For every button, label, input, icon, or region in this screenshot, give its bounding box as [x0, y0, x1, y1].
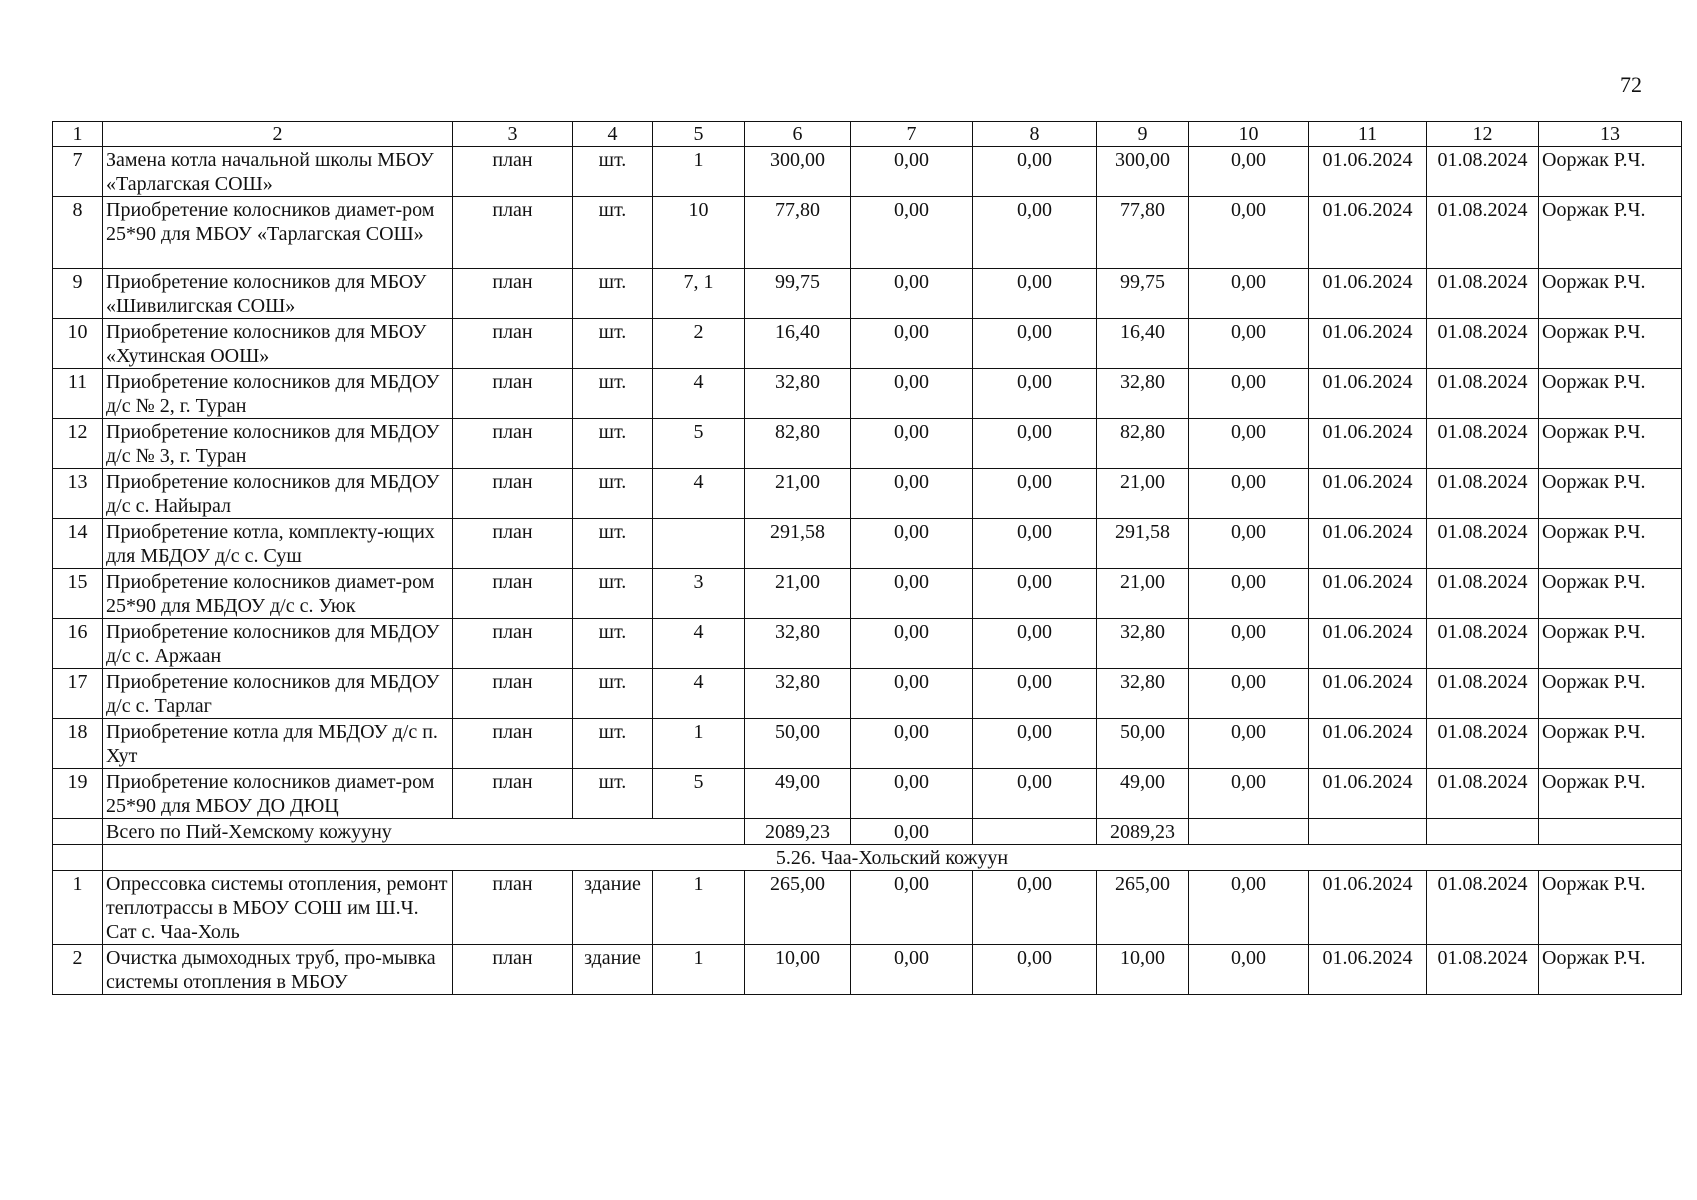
unit: здание — [573, 945, 653, 995]
plan-type: план — [453, 945, 573, 995]
unit: шт. — [573, 619, 653, 669]
col6-value: 16,40 — [745, 319, 851, 369]
row-number: 9 — [53, 269, 103, 319]
total-col9: 2089,23 — [1097, 819, 1189, 845]
col7-value: 0,00 — [851, 369, 973, 419]
col7-value: 0,00 — [851, 197, 973, 269]
start-date: 01.06.2024 — [1309, 669, 1427, 719]
table-row — [53, 719, 1682, 769]
header-cell: 2 — [103, 122, 453, 147]
plan-type: план — [453, 569, 573, 619]
item-name: Приобретение колосников для МБДОУ д/с № 3, г. Туран — [103, 419, 453, 469]
unit: шт. — [573, 319, 653, 369]
col7-value: 0,00 — [851, 945, 973, 995]
unit: шт. — [573, 469, 653, 519]
row-number: 10 — [53, 319, 103, 369]
responsible: Ооржак Р.Ч. — [1539, 319, 1682, 369]
plan-type: план — [453, 419, 573, 469]
section-row — [53, 845, 1682, 871]
col10-value: 0,00 — [1189, 369, 1309, 419]
total-col7: 0,00 — [851, 819, 973, 845]
header-cell: 1 — [53, 122, 103, 147]
empty-cell — [1189, 819, 1309, 845]
col8-value: 0,00 — [973, 197, 1097, 269]
col8-value: 0,00 — [973, 269, 1097, 319]
table-row — [53, 369, 1682, 419]
col9-value: 32,80 — [1097, 619, 1189, 669]
unit: шт. — [573, 369, 653, 419]
plan-type: план — [453, 319, 573, 369]
end-date: 01.08.2024 — [1427, 319, 1539, 369]
end-date: 01.08.2024 — [1427, 269, 1539, 319]
start-date: 01.06.2024 — [1309, 147, 1427, 197]
col7-value: 0,00 — [851, 419, 973, 469]
start-date: 01.06.2024 — [1309, 519, 1427, 569]
col8-value: 0,00 — [973, 319, 1097, 369]
col10-value: 0,00 — [1189, 569, 1309, 619]
col9-value: 99,75 — [1097, 269, 1189, 319]
header-cell: 9 — [1097, 122, 1189, 147]
start-date: 01.06.2024 — [1309, 469, 1427, 519]
empty-cell — [1427, 819, 1539, 845]
responsible: Ооржак Р.Ч. — [1539, 669, 1682, 719]
header-cell: 12 — [1427, 122, 1539, 147]
col6-value: 291,58 — [745, 519, 851, 569]
end-date: 01.08.2024 — [1427, 419, 1539, 469]
plan-type: план — [453, 871, 573, 945]
col8-value: 0,00 — [973, 669, 1097, 719]
col6-value: 77,80 — [745, 197, 851, 269]
col7-value: 0,00 — [851, 619, 973, 669]
table-row — [53, 669, 1682, 719]
quantity: 1 — [653, 871, 745, 945]
item-name: Приобретение котла для МБДОУ д/с п. Хут — [103, 719, 453, 769]
responsible: Ооржак Р.Ч. — [1539, 269, 1682, 319]
plan-type: план — [453, 619, 573, 669]
unit: шт. — [573, 269, 653, 319]
row-number: 7 — [53, 147, 103, 197]
start-date: 01.06.2024 — [1309, 569, 1427, 619]
col9-value: 21,00 — [1097, 469, 1189, 519]
responsible: Ооржак Р.Ч. — [1539, 719, 1682, 769]
empty-cell — [1309, 819, 1427, 845]
col7-value: 0,00 — [851, 319, 973, 369]
end-date: 01.08.2024 — [1427, 719, 1539, 769]
end-date: 01.08.2024 — [1427, 619, 1539, 669]
plan-type: план — [453, 669, 573, 719]
col6-value: 21,00 — [745, 569, 851, 619]
unit: шт. — [573, 197, 653, 269]
quantity: 4 — [653, 469, 745, 519]
row-number: 13 — [53, 469, 103, 519]
end-date: 01.08.2024 — [1427, 519, 1539, 569]
col8-value: 0,00 — [973, 871, 1097, 945]
table-row — [53, 269, 1682, 319]
col8-value: 0,00 — [973, 519, 1097, 569]
start-date: 01.06.2024 — [1309, 719, 1427, 769]
col9-value: 32,80 — [1097, 669, 1189, 719]
responsible: Ооржак Р.Ч. — [1539, 197, 1682, 269]
end-date: 01.08.2024 — [1427, 197, 1539, 269]
header-cell: 3 — [453, 122, 573, 147]
col6-value: 21,00 — [745, 469, 851, 519]
col10-value: 0,00 — [1189, 419, 1309, 469]
start-date: 01.06.2024 — [1309, 369, 1427, 419]
item-name: Замена котла начальной школы МБОУ «Тарлагская СОШ» — [103, 147, 453, 197]
item-name: Очистка дымоходных труб, про-мывка системы отопления в МБОУ — [103, 945, 453, 995]
col9-value: 32,80 — [1097, 369, 1189, 419]
responsible: Ооржак Р.Ч. — [1539, 369, 1682, 419]
end-date: 01.08.2024 — [1427, 669, 1539, 719]
plan-type: план — [453, 269, 573, 319]
empty-cell — [53, 845, 103, 871]
col9-value: 265,00 — [1097, 871, 1189, 945]
quantity: 5 — [653, 769, 745, 819]
plan-type: план — [453, 519, 573, 569]
responsible: Ооржак Р.Ч. — [1539, 519, 1682, 569]
col6-value: 265,00 — [745, 871, 851, 945]
quantity: 2 — [653, 319, 745, 369]
item-name: Приобретение колосников для МБОУ «Шивилигская СОШ» — [103, 269, 453, 319]
start-date: 01.06.2024 — [1309, 769, 1427, 819]
end-date: 01.08.2024 — [1427, 369, 1539, 419]
col8-value: 0,00 — [973, 769, 1097, 819]
col9-value: 10,00 — [1097, 945, 1189, 995]
row-number: 17 — [53, 669, 103, 719]
end-date: 01.08.2024 — [1427, 871, 1539, 945]
col6-value: 32,80 — [745, 669, 851, 719]
col7-value: 0,00 — [851, 269, 973, 319]
responsible: Ооржак Р.Ч. — [1539, 469, 1682, 519]
col10-value: 0,00 — [1189, 269, 1309, 319]
col7-value: 0,00 — [851, 469, 973, 519]
plan-type: план — [453, 769, 573, 819]
empty-cell — [973, 819, 1097, 845]
col8-value: 0,00 — [973, 945, 1097, 995]
row-number: 11 — [53, 369, 103, 419]
col10-value: 0,00 — [1189, 519, 1309, 569]
col8-value: 0,00 — [973, 719, 1097, 769]
page-number: 72 — [1620, 72, 1642, 97]
quantity: 1 — [653, 719, 745, 769]
plan-type: план — [453, 369, 573, 419]
item-name: Приобретение колосников для МБОУ «Хутинская ООШ» — [103, 319, 453, 369]
col10-value: 0,00 — [1189, 719, 1309, 769]
start-date: 01.06.2024 — [1309, 945, 1427, 995]
responsible: Ооржак Р.Ч. — [1539, 945, 1682, 995]
item-name: Приобретение колосников для МБДОУ д/с с. Тарлаг — [103, 669, 453, 719]
col6-value: 10,00 — [745, 945, 851, 995]
table-body — [53, 122, 1682, 995]
quantity — [653, 519, 745, 569]
table-row — [53, 147, 1682, 197]
col7-value: 0,00 — [851, 871, 973, 945]
plan-type: план — [453, 719, 573, 769]
start-date: 01.06.2024 — [1309, 419, 1427, 469]
quantity: 4 — [653, 669, 745, 719]
table-row — [53, 197, 1682, 269]
row-number: 15 — [53, 569, 103, 619]
col9-value: 49,00 — [1097, 769, 1189, 819]
col7-value: 0,00 — [851, 719, 973, 769]
row-number: 1 — [53, 871, 103, 945]
responsible: Ооржак Р.Ч. — [1539, 147, 1682, 197]
item-name: Приобретение колосников для МБДОУ д/с № 2, г. Туран — [103, 369, 453, 419]
table-row — [53, 519, 1682, 569]
table-row — [53, 619, 1682, 669]
table-row — [53, 769, 1682, 819]
col10-value: 0,00 — [1189, 197, 1309, 269]
col10-value: 0,00 — [1189, 769, 1309, 819]
responsible: Ооржак Р.Ч. — [1539, 569, 1682, 619]
unit: шт. — [573, 719, 653, 769]
plan-type: план — [453, 197, 573, 269]
end-date: 01.08.2024 — [1427, 569, 1539, 619]
empty-cell — [53, 819, 103, 845]
header-cell: 13 — [1539, 122, 1682, 147]
quantity: 7, 1 — [653, 269, 745, 319]
plan-table — [52, 121, 1682, 995]
col6-value: 50,00 — [745, 719, 851, 769]
item-name: Приобретение колосников диамет-ром 25*90 для МБОУ ДО ДЮЦ — [103, 769, 453, 819]
start-date: 01.06.2024 — [1309, 319, 1427, 369]
col8-value: 0,00 — [973, 469, 1097, 519]
col6-value: 300,00 — [745, 147, 851, 197]
header-cell: 4 — [573, 122, 653, 147]
col8-value: 0,00 — [973, 619, 1097, 669]
header-row — [53, 122, 1682, 147]
section-title: 5.26. Чаа-Хольский кожуун — [103, 845, 1682, 871]
col7-value: 0,00 — [851, 769, 973, 819]
row-number: 2 — [53, 945, 103, 995]
col6-value: 49,00 — [745, 769, 851, 819]
row-number: 16 — [53, 619, 103, 669]
end-date: 01.08.2024 — [1427, 769, 1539, 819]
col6-value: 82,80 — [745, 419, 851, 469]
header-cell: 11 — [1309, 122, 1427, 147]
col8-value: 0,00 — [973, 419, 1097, 469]
unit: шт. — [573, 569, 653, 619]
col9-value: 21,00 — [1097, 569, 1189, 619]
table-row — [53, 419, 1682, 469]
quantity: 4 — [653, 369, 745, 419]
unit: шт. — [573, 669, 653, 719]
quantity: 5 — [653, 419, 745, 469]
row-number: 19 — [53, 769, 103, 819]
header-cell: 8 — [973, 122, 1097, 147]
table-row — [53, 469, 1682, 519]
responsible: Ооржак Р.Ч. — [1539, 619, 1682, 669]
col10-value: 0,00 — [1189, 669, 1309, 719]
end-date: 01.08.2024 — [1427, 945, 1539, 995]
unit: шт. — [573, 769, 653, 819]
col10-value: 0,00 — [1189, 619, 1309, 669]
item-name: Приобретение колосников для МБДОУ д/с с. Найырал — [103, 469, 453, 519]
plan-type: план — [453, 147, 573, 197]
col10-value: 0,00 — [1189, 469, 1309, 519]
item-name: Опрессовка системы отопления, ремонт теплотрассы в МБОУ СОШ им Ш.Ч. Сат с. Чаа-Холь — [103, 871, 453, 945]
col8-value: 0,00 — [973, 147, 1097, 197]
responsible: Ооржак Р.Ч. — [1539, 871, 1682, 945]
quantity: 1 — [653, 147, 745, 197]
total-col6: 2089,23 — [745, 819, 851, 845]
end-date: 01.08.2024 — [1427, 147, 1539, 197]
col8-value: 0,00 — [973, 569, 1097, 619]
header-cell: 5 — [653, 122, 745, 147]
start-date: 01.06.2024 — [1309, 871, 1427, 945]
row-number: 18 — [53, 719, 103, 769]
unit: шт. — [573, 419, 653, 469]
item-name: Приобретение колосников диамет-ром 25*90 для МБОУ «Тарлагская СОШ» — [103, 197, 453, 269]
col6-value: 32,80 — [745, 619, 851, 669]
col9-value: 77,80 — [1097, 197, 1189, 269]
unit: здание — [573, 871, 653, 945]
quantity: 4 — [653, 619, 745, 669]
col8-value: 0,00 — [973, 369, 1097, 419]
item-name: Приобретение колосников диамет-ром 25*90 для МБДОУ д/с с. Уюк — [103, 569, 453, 619]
table-row — [53, 319, 1682, 369]
responsible: Ооржак Р.Ч. — [1539, 769, 1682, 819]
table-row — [53, 569, 1682, 619]
col10-value: 0,00 — [1189, 319, 1309, 369]
item-name: Приобретение котла, комплекту-ющих для МБДОУ д/с с. Суш — [103, 519, 453, 569]
col7-value: 0,00 — [851, 147, 973, 197]
col7-value: 0,00 — [851, 669, 973, 719]
col6-value: 32,80 — [745, 369, 851, 419]
responsible: Ооржак Р.Ч. — [1539, 419, 1682, 469]
total-row — [53, 819, 1682, 845]
start-date: 01.06.2024 — [1309, 197, 1427, 269]
row-number: 12 — [53, 419, 103, 469]
plan-type: план — [453, 469, 573, 519]
quantity: 1 — [653, 945, 745, 995]
total-label: Всего по Пий-Хемскому кожууну — [103, 819, 745, 845]
col9-value: 291,58 — [1097, 519, 1189, 569]
col9-value: 16,40 — [1097, 319, 1189, 369]
item-name: Приобретение колосников для МБДОУ д/с с. Аржаан — [103, 619, 453, 669]
row-number: 14 — [53, 519, 103, 569]
col10-value: 0,00 — [1189, 147, 1309, 197]
col7-value: 0,00 — [851, 569, 973, 619]
col10-value: 0,00 — [1189, 871, 1309, 945]
row-number: 8 — [53, 197, 103, 269]
col6-value: 99,75 — [745, 269, 851, 319]
quantity: 10 — [653, 197, 745, 269]
table-row — [53, 945, 1682, 995]
col9-value: 82,80 — [1097, 419, 1189, 469]
start-date: 01.06.2024 — [1309, 619, 1427, 669]
col7-value: 0,00 — [851, 519, 973, 569]
end-date: 01.08.2024 — [1427, 469, 1539, 519]
unit: шт. — [573, 519, 653, 569]
header-cell: 6 — [745, 122, 851, 147]
header-cell: 10 — [1189, 122, 1309, 147]
col9-value: 50,00 — [1097, 719, 1189, 769]
col9-value: 300,00 — [1097, 147, 1189, 197]
start-date: 01.06.2024 — [1309, 269, 1427, 319]
table-row — [53, 871, 1682, 945]
unit: шт. — [573, 147, 653, 197]
empty-cell — [1539, 819, 1682, 845]
col10-value: 0,00 — [1189, 945, 1309, 995]
header-cell: 7 — [851, 122, 973, 147]
quantity: 3 — [653, 569, 745, 619]
